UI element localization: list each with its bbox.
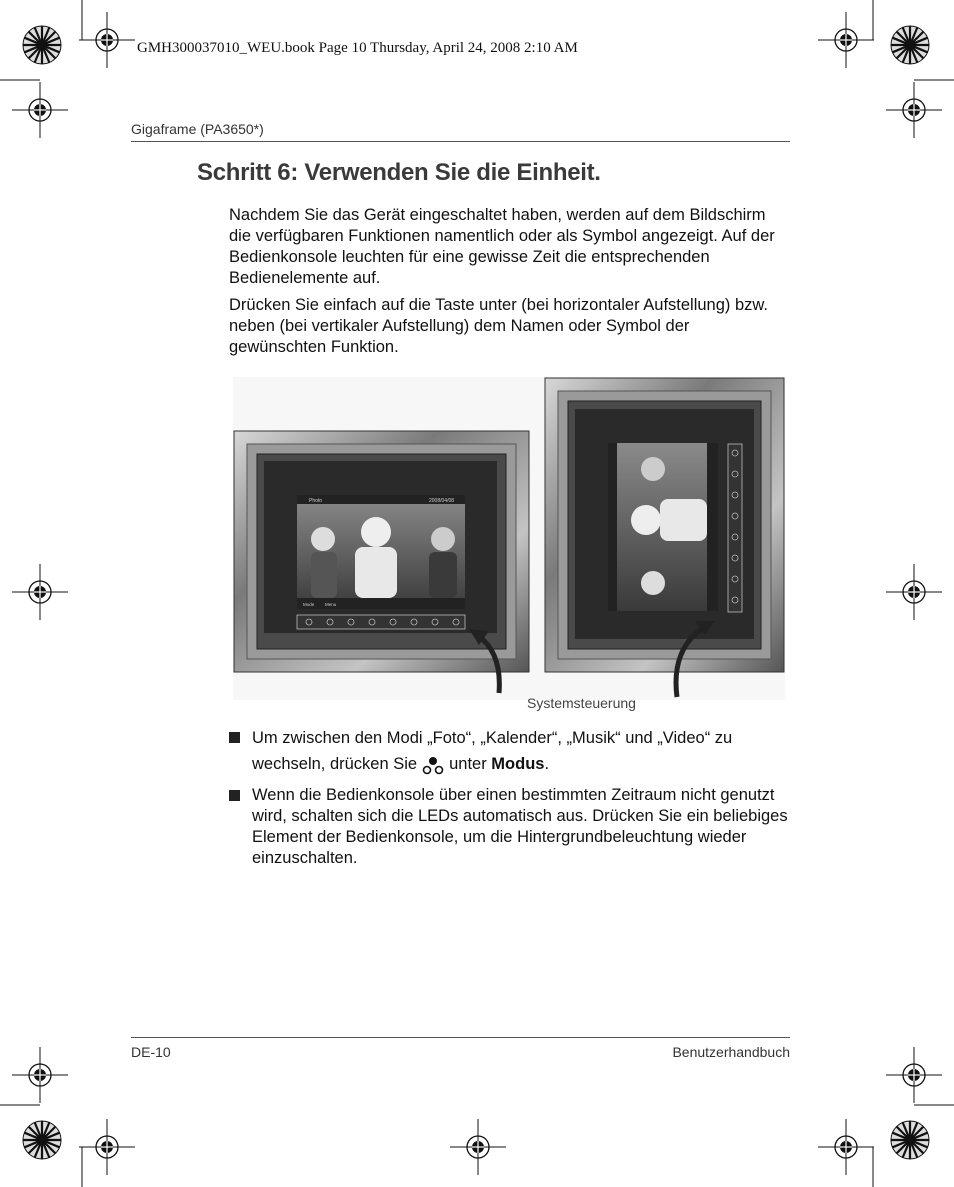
bullet-square-icon — [229, 790, 240, 801]
figure-photo-frames — [233, 377, 785, 700]
screen-photo-label: Photo — [309, 498, 323, 504]
screen-date-label: 2008/04/08 — [429, 498, 455, 504]
intro-paragraph: Nachdem Sie das Gerät eingeschaltet haben, werden auf dem Bildschirm die verfügbaren Funktionen namentlich oder als Symbol angezeigt. Auf der Bedienkonsole leuchten für eine gewisse Zeit die entsprechenden Bedienelemente auf. — [229, 206, 775, 287]
bullet-list — [229, 725, 794, 877]
screen-menu-label: Menu — [325, 602, 337, 607]
header-rule — [131, 141, 790, 142]
bullet-square-icon — [229, 732, 240, 743]
figure-caption: Systemsteuerung — [527, 695, 636, 711]
three-circles-icon — [421, 755, 445, 775]
vertical-frame — [545, 378, 784, 672]
book-slug-line: GMH300037010_WEU.book Page 10 Thursday, April 24, 2008 2:10 AM — [137, 40, 578, 56]
page-number: DE-10 — [131, 1044, 171, 1060]
bullet-item-leds: Wenn die Bedienkonsole über einen bestimmten Zeitraum nicht genutzt wird, schalten sich die LEDs automatisch aus. Drücken Sie ein beliebiges Element der Bedienkonsole, um die Hintergrundbeleuchtung wieder einzuschalten. — [229, 785, 794, 869]
frames-illustration — [233, 377, 785, 700]
page-title: Schritt 6: Verwenden Sie die Einheit. — [197, 159, 601, 186]
screen-mode-label: Mode — [303, 602, 315, 607]
footer-book-title: Benutzerhandbuch — [672, 1044, 790, 1060]
instruction-paragraph: Drücken Sie einfach auf die Taste unter (bei horizontaler Aufstellung) bzw. neben (bei vertikaler Aufstellung) dem Namen oder Symbol der gewünschten Funktion. — [229, 296, 769, 356]
footer-rule — [131, 1037, 790, 1038]
bullet-item-mode: Um zwischen den Modi „Foto“, „Kalender“, „Musik“ und „Video“ zu wechseln, drücken Sie unter Modus. — [229, 725, 794, 777]
running-head: Gigaframe (PA3650*) — [131, 121, 264, 137]
